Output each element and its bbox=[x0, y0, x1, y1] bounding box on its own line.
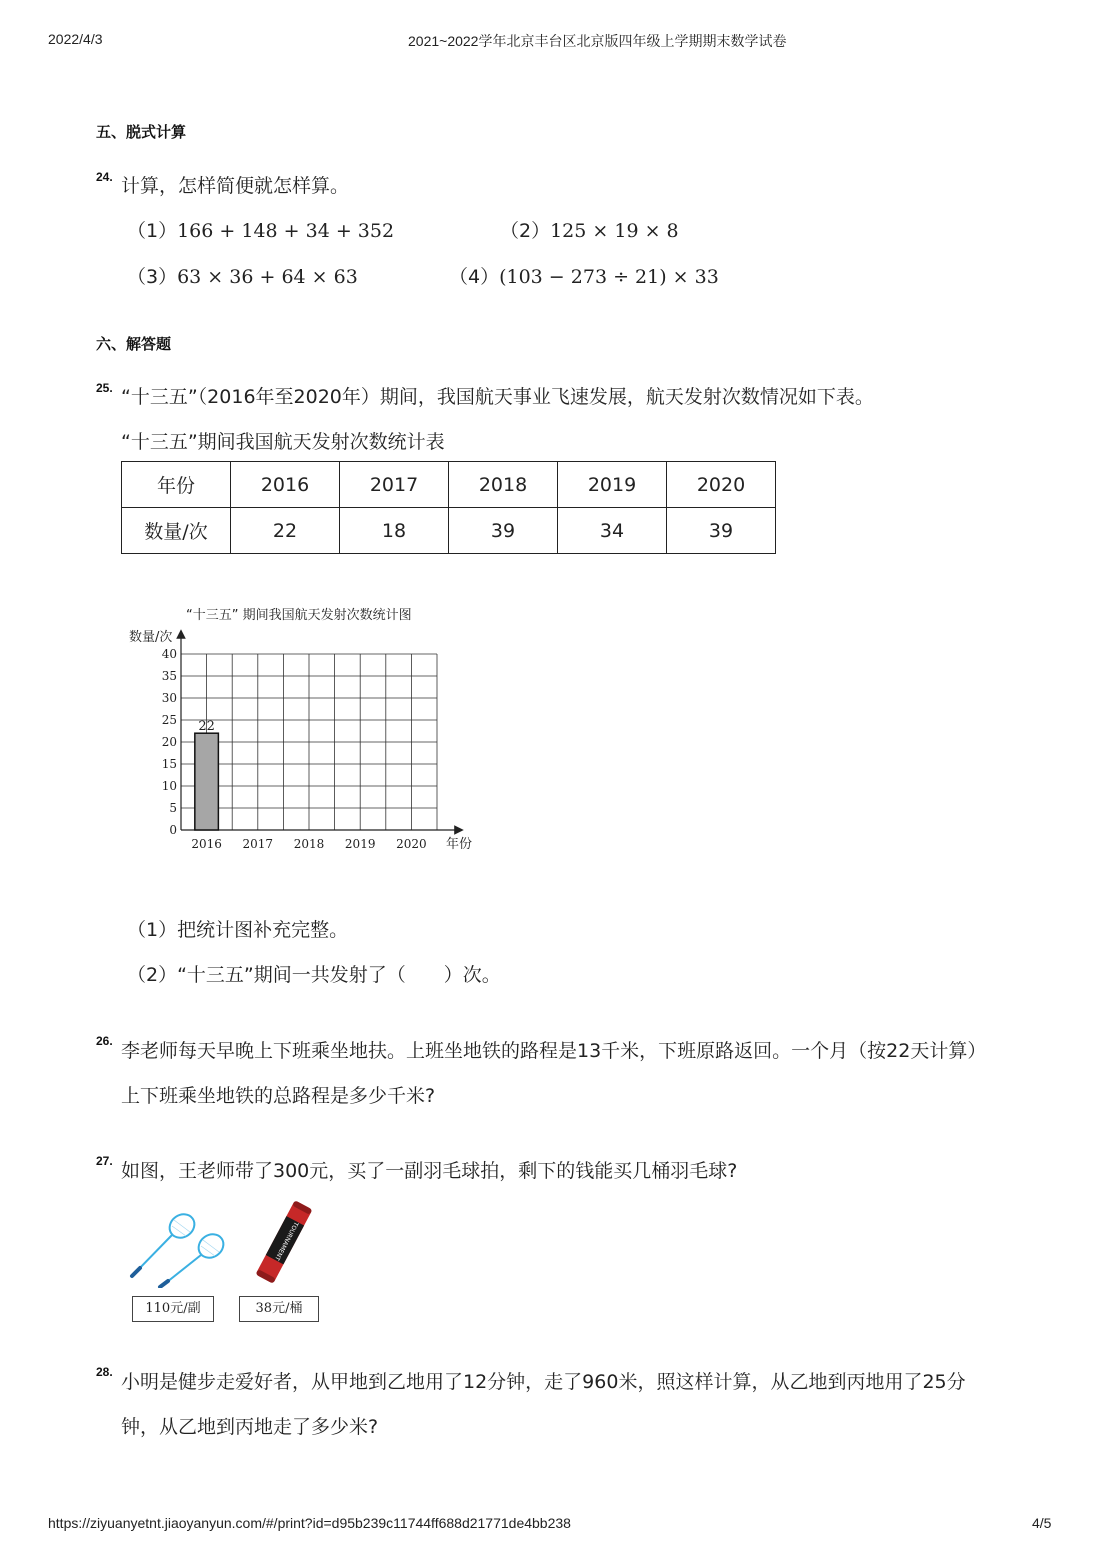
y-tick-label: 40 bbox=[161, 647, 177, 661]
table-cell: 39 bbox=[449, 508, 558, 554]
bar-2016 bbox=[195, 733, 219, 830]
question-24-text: 计算，怎样简便就怎样算。 bbox=[121, 175, 350, 197]
document-title: 2021~2022学年北京丰台区北京版四年级上学期期末数学试卷 bbox=[408, 33, 787, 49]
table-cell: 2019 bbox=[558, 462, 667, 508]
question-number-27: 27. bbox=[96, 1154, 113, 1168]
q24-item-2 bbox=[500, 216, 679, 243]
table-cell: 2016 bbox=[231, 462, 340, 508]
question-number-28: 28. bbox=[96, 1365, 113, 1379]
y-axis-label: 数量/次 bbox=[129, 630, 173, 645]
q24-item-3-expr: 63 × 36 + 64 × 63 bbox=[177, 266, 358, 288]
table-cell: 34 bbox=[558, 508, 667, 554]
q24-item-2-expr: 125 × 19 × 8 bbox=[550, 220, 679, 242]
table-cell: 22 bbox=[231, 508, 340, 554]
bar-data-label: 22 bbox=[198, 719, 215, 735]
racket-price-tag: 110元/副 bbox=[132, 1296, 214, 1322]
q24-item-3-label: （3） bbox=[127, 266, 178, 288]
question-28-line-1: 小明是健步走爱好者，从甲地到乙地用了12分钟，走了960米，照这样计算，从乙地到丙地用了25分 bbox=[121, 1371, 966, 1393]
q24-item-1-expr: 166 + 148 + 34 + 352 bbox=[177, 220, 395, 242]
print-date: 2022/4/3 bbox=[48, 31, 103, 47]
question-27-text: 如图，王老师带了300元，买了一副羽毛球拍，剩下的钱能买几桶羽毛球? bbox=[121, 1160, 738, 1182]
x-tick-label: 2018 bbox=[293, 837, 325, 851]
table-header-row bbox=[122, 462, 776, 508]
section-title-6: 六、解答题 bbox=[96, 335, 172, 353]
y-tick-label: 35 bbox=[161, 669, 177, 683]
y-tick-label: 30 bbox=[161, 691, 177, 705]
q25-sub-2: （2）“十三五”期间一共发射了（ ）次。 bbox=[127, 964, 501, 986]
y-tick-label: 25 bbox=[161, 713, 177, 727]
x-axis-label: 年份 bbox=[446, 837, 473, 852]
x-tick-label: 2019 bbox=[344, 837, 376, 851]
y-tick-label: 5 bbox=[169, 801, 177, 815]
y-tick-label: 20 bbox=[161, 735, 177, 749]
table-cell: 2018 bbox=[449, 462, 558, 508]
table-row bbox=[122, 508, 776, 554]
x-tick-label: 2020 bbox=[396, 837, 427, 851]
q24-item-4-expr: (103 − 273 ÷ 21) × 33 bbox=[499, 266, 719, 288]
table-title: “十三五”期间我国航天发射次数统计表 bbox=[121, 431, 445, 453]
table-cell: 18 bbox=[340, 508, 449, 554]
page-number: 4/5 bbox=[1032, 1515, 1052, 1531]
x-tick-label: 2017 bbox=[242, 837, 274, 851]
shuttlecock-tube-image bbox=[244, 1196, 324, 1288]
table-cell: 年份 bbox=[122, 462, 231, 508]
table-cell: 2017 bbox=[340, 462, 449, 508]
page-url: https://ziyuanyetnt.jiaoyanyun.com/#/print?id=d95b239c11744ff688d21771de4bb238 bbox=[48, 1515, 571, 1531]
tube-price-tag: 38元/桶 bbox=[239, 1296, 319, 1322]
table-cell: 39 bbox=[667, 508, 776, 554]
question-number-25: 25. bbox=[96, 381, 113, 395]
y-tick-label: 15 bbox=[161, 757, 177, 771]
q24-item-1 bbox=[127, 216, 394, 243]
question-number-26: 26. bbox=[96, 1034, 113, 1048]
q24-item-4-label: （4） bbox=[449, 266, 500, 288]
question-25-text: “十三五”（2016年至2020年）期间，我国航天事业飞速发展，航天发射次数情况如下表。 bbox=[121, 386, 874, 408]
y-tick-label: 0 bbox=[169, 823, 177, 837]
table-cell: 2020 bbox=[667, 462, 776, 508]
q24-item-3 bbox=[127, 262, 358, 289]
badminton-racket-image bbox=[124, 1208, 234, 1288]
section-title-5: 五、脱式计算 bbox=[96, 123, 187, 141]
question-26-line-2: 上下班乘坐地铁的总路程是多少千米? bbox=[121, 1085, 436, 1107]
q24-item-1-label: （1） bbox=[127, 220, 178, 242]
question-26-line-1: 李老师每天早晚上下班乘坐地扶。上班坐地铁的路程是13千米，下班原路返回。一个月（按22天计算） bbox=[121, 1040, 987, 1062]
launch-stat-table bbox=[121, 461, 776, 554]
chart-title: “十三五” 期间我国航天发射次数统计图 bbox=[186, 608, 412, 623]
launch-bar-chart bbox=[120, 600, 490, 860]
x-tick-label: 2016 bbox=[191, 837, 222, 851]
q25-sub-1: （1）把统计图补充完整。 bbox=[127, 919, 349, 941]
question-number-24: 24. bbox=[96, 170, 113, 184]
q24-item-4 bbox=[449, 262, 719, 289]
tube-brand-text: TOURNAMENT bbox=[273, 1220, 300, 1262]
q24-item-2-label: （2） bbox=[500, 220, 551, 242]
question-28-line-2: 钟，从乙地到丙地走了多少米? bbox=[121, 1416, 379, 1438]
y-tick-label: 10 bbox=[161, 779, 177, 793]
table-cell: 数量/次 bbox=[122, 508, 231, 554]
